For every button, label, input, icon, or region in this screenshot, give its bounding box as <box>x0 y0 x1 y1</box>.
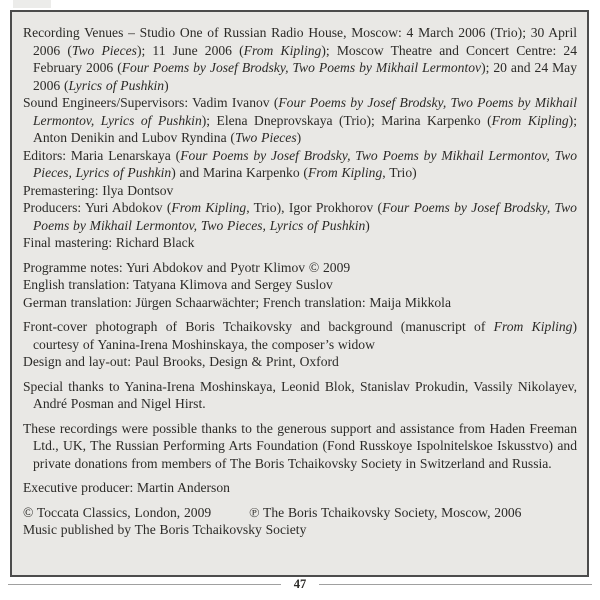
text-run: ) <box>365 217 370 233</box>
text-run: From Kipling <box>493 319 573 334</box>
text-run: Premastering: Ilya Dontsov <box>23 182 174 198</box>
programme-notes <box>23 259 577 277</box>
text-run: Four Poems by Josef Brodsky, Two Poems by Mikhail Lermontov <box>121 60 482 75</box>
recording-venues <box>23 24 577 94</box>
text-run: , Trio) <box>382 165 417 180</box>
special-thanks <box>23 378 577 413</box>
footer-rule-left <box>8 584 281 585</box>
copyright-line <box>23 504 577 522</box>
text-run: German translation: Jürgen Schaarwächter; French translation: Maija Mikkola <box>23 294 451 310</box>
acknowledgements <box>23 420 577 473</box>
text-run: Four Poems by Josef Brodsky, Two Poems by Mikhail Lermontov, Two Pieces, Lyrics of Pushkin <box>33 200 577 233</box>
text-run: Final mastering: Richard Black <box>23 235 195 250</box>
text-run: Editors: Maria Lenarskaya ( <box>23 147 181 163</box>
text-run: Four Poems by Josef Brodsky, Two Poems by Mikhail Lermontov, Two Pieces, Lyrics of Pushkin <box>33 147 577 180</box>
text-run: ); Moscow Theatre and Concert Centre: 24 February 2006 ( <box>33 42 578 75</box>
premastering <box>23 182 577 200</box>
text-run: Two Pieces <box>71 42 137 58</box>
music-publisher <box>23 521 577 539</box>
text-run: From Kipling <box>491 112 569 128</box>
text-run: ); Elena Dneprovskaya (Trio); Marina Karpenko ( <box>201 112 492 128</box>
design-layout <box>23 353 577 371</box>
text-run: Sound Engineers/Supervisors: Vadim Ivanov ( <box>23 95 279 110</box>
page-footer <box>8 578 592 591</box>
text-run: ); 11 June 2006 ( <box>136 42 244 58</box>
text-run: , Trio), Igor Prokhorov ( <box>246 200 383 215</box>
text-run: © Toccata Classics, London, 2009 <box>23 504 212 520</box>
footer-rule-right <box>319 584 592 585</box>
text-run: These recordings were possible thanks to the generous support and assistance from Haden Freeman Ltd., UK, The Russian Performing Arts Foundation (Fond Russkoye Ispolnitelskoe Iskusstvo) and private donations from members of The Boris Tchaikovsky Society in Switzerland and Russia. <box>23 420 577 471</box>
credits-box <box>10 10 589 577</box>
text-run: ) <box>164 77 169 93</box>
text-run: Lyrics of Pushkin <box>68 77 165 93</box>
text-run: ); Anton Denikin and Lubov Ryndina ( <box>33 112 577 145</box>
editors <box>23 147 577 182</box>
text-run: ) and Marina Karpenko ( <box>171 165 308 180</box>
front-cover-credit <box>23 318 577 353</box>
text-run: English translation: Tatyana Klimova and Sergey Suslov <box>23 277 333 292</box>
text-run: Special thanks to Yanina-Irena Moshinskaya, Leonid Blok, Stanislav Prokudin, Vassily Nikolayev, André Posman and Nigel Hirst. <box>23 378 577 411</box>
english-translation <box>23 276 577 294</box>
text-run: Programme notes: Yuri Abdokov and Pyotr Klimov © 2009 <box>23 259 351 275</box>
text-run: Recording Venues – Studio One of Russian Radio House, Moscow: 4 March 2006 (Trio); 30 April 2006 ( <box>23 25 577 58</box>
text-run: From Kipling <box>307 165 383 180</box>
text-run: Music published by The Boris Tchaikovsky Society <box>23 522 307 537</box>
text-run: ); 20 and 24 May 2006 ( <box>33 60 578 93</box>
text-run: From Kipling <box>243 42 322 58</box>
text-run: Four Poems by Josef Brodsky, Two Poems by Mikhail Lermontov, Lyrics of Pushkin <box>33 95 577 128</box>
text-run: Two Pieces <box>234 130 297 145</box>
text-run: ) courtesy of Yanina-Irena Moshinskaya, the composer’s widow <box>33 319 577 352</box>
final-mastering <box>23 234 577 252</box>
text-run: From Kipling <box>171 200 247 215</box>
text-run: Front-cover photograph of Boris Tchaikovsky and background (manuscript of <box>23 319 494 334</box>
scan-artifact <box>13 0 51 8</box>
credits-text <box>23 24 577 539</box>
producers <box>23 199 577 234</box>
executive-producer <box>23 479 577 497</box>
text-run: ) <box>296 130 302 145</box>
page-number: 47 <box>293 577 307 591</box>
text-run: ℗ The Boris Tchaikovsky Society, Moscow, 2006 <box>249 504 522 520</box>
sound-engineers <box>23 94 577 147</box>
text-run: Producers: Yuri Abdokov ( <box>23 200 172 215</box>
german-french-translation <box>23 294 577 312</box>
text-run: Executive producer: Martin Anderson <box>23 480 230 495</box>
text-run: Design and lay-out: Paul Brooks, Design & Print, Oxford <box>23 354 339 369</box>
